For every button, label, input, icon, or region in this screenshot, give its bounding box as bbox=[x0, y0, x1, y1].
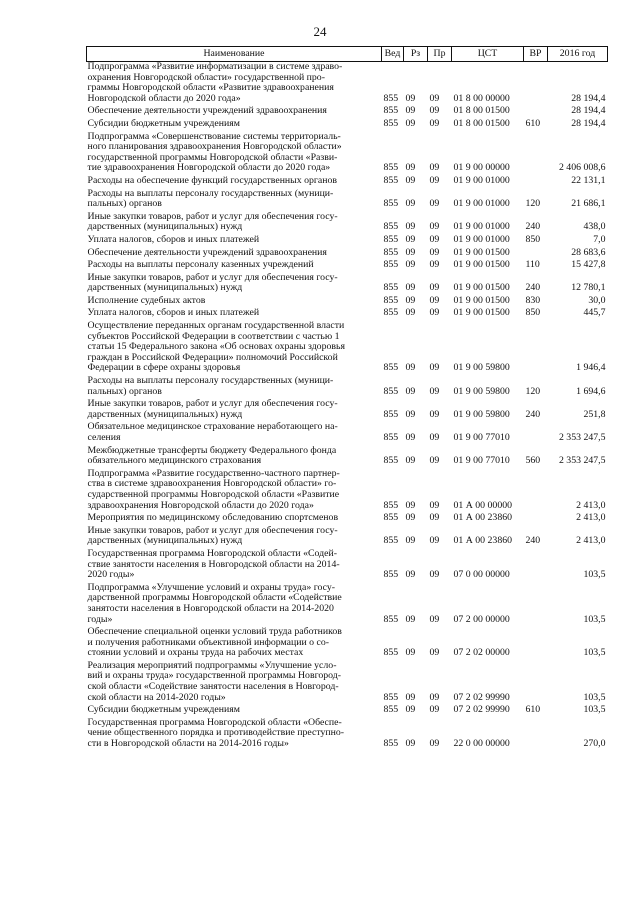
table-row bbox=[87, 399, 608, 422]
cell-ved: 855 bbox=[383, 647, 399, 659]
cell-pr: 09 bbox=[429, 613, 440, 625]
cell-ved: 855 bbox=[383, 432, 399, 443]
cell-vr bbox=[524, 469, 548, 513]
cell-pr: 09 bbox=[429, 294, 440, 306]
cell-amt: 2 413,0 bbox=[576, 512, 606, 524]
cell-cst: 01 8 00 01500 bbox=[453, 117, 510, 129]
cell-rz: 09 bbox=[405, 221, 416, 233]
cell-pr: 09 bbox=[429, 432, 440, 443]
cell-cst: 01 9 00 01000 bbox=[453, 221, 510, 233]
cell-ved: 855 bbox=[383, 512, 399, 524]
cell-vr: 560 bbox=[525, 455, 541, 467]
cell-name: Иные закупки товаров, работ и услуг для обеспечения госу- дарственных (муниципальных) нужд bbox=[87, 210, 338, 233]
cell-name: Осуществление переданных органам государственной власти субъектов Российской Федерации в соответствии с частью 1 статьи 15 Федерального закона «Об основах охраны здоровья граждан в Российской Федерации» полномочий Российской Федерации в сфере охраны здоровья bbox=[87, 320, 345, 374]
cell-ved: 855 bbox=[383, 385, 399, 397]
cell-cst: 01 9 00 01500 bbox=[453, 246, 510, 258]
cell-cst: 01 А 00 23860 bbox=[453, 535, 513, 547]
cell-ved: 855 bbox=[383, 105, 399, 117]
cell-pr: 09 bbox=[429, 246, 440, 258]
cell-cst: 07 0 00 00000 bbox=[453, 569, 510, 581]
cell-vr: 610 bbox=[525, 117, 541, 129]
cell-name: Обеспечение деятельности учреждений здравоохранения bbox=[87, 105, 327, 117]
table-row bbox=[87, 446, 608, 469]
cell-cst: 01 8 00 00000 bbox=[453, 92, 510, 104]
cell-rz: 09 bbox=[405, 92, 416, 104]
cell-cst: 01 А 00 00000 bbox=[453, 499, 513, 511]
cell-amt: 28 683,6 bbox=[571, 246, 606, 258]
cell-name: Иные закупки товаров, работ и услуг для обеспечения госу- дарственных (муниципальных) нужд bbox=[87, 398, 338, 420]
table-row bbox=[87, 627, 608, 661]
table-row bbox=[87, 321, 608, 376]
cell-pr: 09 bbox=[429, 221, 440, 233]
cell-vr bbox=[524, 583, 548, 627]
cell-vr bbox=[524, 422, 548, 445]
cell-pr: 09 bbox=[429, 385, 440, 397]
cell-pr: 09 bbox=[429, 512, 440, 524]
cell-rz: 09 bbox=[405, 408, 416, 420]
cell-rz: 09 bbox=[405, 455, 416, 467]
cell-rz: 09 bbox=[405, 294, 416, 306]
cell-rz: 09 bbox=[405, 162, 416, 174]
cell-rz: 09 bbox=[405, 105, 416, 117]
cell-cst: 01 9 00 77010 bbox=[453, 432, 510, 443]
cell-ved: 855 bbox=[383, 455, 399, 467]
cell-vr bbox=[524, 549, 548, 583]
cell-name: Обязательное медицинское страхование неработающего на- селения bbox=[87, 421, 338, 443]
table-header bbox=[87, 47, 608, 62]
cell-cst: 01 А 00 23860 bbox=[453, 512, 513, 524]
table-row bbox=[87, 212, 608, 235]
cell-rz: 09 bbox=[405, 259, 416, 271]
budget-table bbox=[86, 46, 608, 752]
cell-amt: 2 353 247,5 bbox=[558, 455, 606, 467]
cell-cst: 01 9 00 01000 bbox=[453, 174, 510, 186]
cell-cst: 01 9 00 01500 bbox=[453, 282, 510, 294]
cell-amt: 2 406 008,6 bbox=[558, 162, 606, 174]
cell-pr: 09 bbox=[429, 162, 440, 174]
cell-rz: 09 bbox=[405, 174, 416, 186]
cell-ved: 855 bbox=[383, 198, 399, 210]
cell-amt: 103,5 bbox=[583, 569, 606, 581]
table-row bbox=[87, 549, 608, 583]
cell-amt: 12 780,1 bbox=[571, 282, 606, 294]
cell-vr: 240 bbox=[525, 408, 541, 420]
cell-rz: 09 bbox=[405, 691, 416, 703]
cell-vr: 120 bbox=[525, 198, 541, 210]
cell-ved: 855 bbox=[383, 282, 399, 294]
cell-rz: 09 bbox=[405, 233, 416, 245]
cell-ved: 855 bbox=[383, 162, 399, 174]
cell-name: Государственная программа Новгородской области «Обеспе- чение общественного порядка и противодействие преступно- сти в Новгородской области на 2014-2016 годы» bbox=[87, 716, 345, 750]
cell-cst: 01 9 00 59800 bbox=[453, 385, 510, 397]
cell-ved: 855 bbox=[383, 92, 399, 104]
cell-amt: 30,0 bbox=[588, 294, 606, 306]
cell-ved: 855 bbox=[383, 535, 399, 547]
cell-ved: 855 bbox=[383, 259, 399, 271]
table-row bbox=[87, 526, 608, 549]
table-row bbox=[87, 583, 608, 627]
table-row bbox=[87, 469, 608, 513]
cell-name: Уплата налогов, сборов и иных платежей bbox=[87, 307, 260, 319]
cell-vr bbox=[524, 62, 548, 107]
cell-pr: 09 bbox=[429, 174, 440, 186]
cell-name: Обеспечение специальной оценки условий труда работников и получения работниками объективной информации о со- стоянии условий и охраны труда на рабочих местах bbox=[87, 626, 342, 659]
cell-name: Расходы на обеспечение функций государственных органов bbox=[87, 174, 338, 186]
cell-pr: 09 bbox=[429, 738, 440, 750]
cell-amt: 28 194,4 bbox=[571, 105, 606, 117]
header-rz: Рз bbox=[404, 47, 428, 62]
cell-amt: 7,0 bbox=[593, 233, 606, 245]
cell-ved: 855 bbox=[383, 613, 399, 625]
cell-cst: 01 9 00 00000 bbox=[453, 162, 510, 174]
cell-rz: 09 bbox=[405, 738, 416, 750]
cell-pr: 09 bbox=[429, 408, 440, 420]
cell-name: Субсидии бюджетным учреждениям bbox=[87, 704, 240, 716]
header-vr: ВР bbox=[524, 47, 548, 62]
header-ved: Вед bbox=[382, 47, 404, 62]
header-year: 2016 год bbox=[548, 47, 608, 62]
table-row bbox=[87, 176, 608, 189]
cell-amt: 28 194,4 bbox=[571, 92, 606, 104]
cell-ved: 855 bbox=[383, 174, 399, 186]
cell-amt: 21 686,1 bbox=[571, 198, 606, 210]
cell-vr bbox=[524, 513, 548, 526]
cell-vr: 120 bbox=[525, 385, 541, 397]
cell-name: Подпрограмма «Развитие государственно-частного партнер- ства в системе здравоохранения Новгородской области» го- сударственной программы Новгородской области «Развитие здравоохранения Новгородской области до 2020 года» bbox=[87, 467, 340, 511]
table-row bbox=[87, 260, 608, 273]
cell-ved: 855 bbox=[383, 294, 399, 306]
table-row bbox=[87, 273, 608, 296]
cell-ved: 855 bbox=[383, 408, 399, 420]
cell-ved: 855 bbox=[383, 738, 399, 750]
table-row bbox=[87, 705, 608, 718]
cell-ved: 855 bbox=[383, 362, 399, 374]
cell-rz: 09 bbox=[405, 198, 416, 210]
cell-amt: 28 194,4 bbox=[571, 117, 606, 129]
cell-name: Государственная программа Новгородской области «Содей- ствие занятости населения в Новгородской области на 2014- 2020 годы» bbox=[87, 547, 340, 581]
table-row bbox=[87, 422, 608, 445]
cell-rz: 09 bbox=[405, 499, 416, 511]
cell-pr: 09 bbox=[429, 92, 440, 104]
cell-cst: 07 2 02 00000 bbox=[453, 647, 510, 659]
cell-vr bbox=[524, 718, 548, 752]
cell-ved: 855 bbox=[383, 499, 399, 511]
cell-amt: 2 353 247,5 bbox=[558, 432, 606, 443]
cell-ved: 855 bbox=[383, 221, 399, 233]
cell-vr bbox=[524, 627, 548, 661]
page-number: 24 bbox=[313, 24, 327, 39]
cell-name: Иные закупки товаров, работ и услуг для обеспечения госу- дарственных (муниципальных) нужд bbox=[87, 524, 338, 547]
cell-ved: 855 bbox=[383, 233, 399, 245]
cell-rz: 09 bbox=[405, 246, 416, 258]
cell-cst: 01 9 00 01000 bbox=[453, 198, 510, 210]
cell-cst: 22 0 00 00000 bbox=[453, 738, 510, 750]
cell-pr: 09 bbox=[429, 691, 440, 703]
cell-pr: 09 bbox=[429, 198, 440, 210]
table-row bbox=[87, 235, 608, 248]
cell-amt: 2 413,0 bbox=[576, 499, 606, 511]
cell-amt: 22 131,1 bbox=[571, 174, 606, 186]
cell-amt: 1 946,4 bbox=[576, 362, 606, 374]
cell-cst: 01 9 00 59800 bbox=[453, 408, 510, 420]
cell-name: Расходы на выплаты персоналу государственных (муници- пальных) органов bbox=[87, 375, 334, 397]
cell-cst: 07 2 02 99990 bbox=[453, 704, 510, 716]
cell-vr bbox=[524, 132, 548, 176]
cell-vr: 850 bbox=[525, 233, 541, 245]
cell-rz: 09 bbox=[405, 432, 416, 443]
cell-ved: 855 bbox=[383, 704, 399, 716]
cell-amt: 15 427,8 bbox=[571, 259, 606, 271]
table-row bbox=[87, 718, 608, 752]
cell-pr: 09 bbox=[429, 455, 440, 467]
cell-cst: 01 9 00 01500 bbox=[453, 259, 510, 271]
header-name: Наименование bbox=[87, 47, 382, 62]
cell-pr: 09 bbox=[429, 307, 440, 319]
cell-pr: 09 bbox=[429, 499, 440, 511]
cell-name: Субсидии бюджетным учреждениям bbox=[87, 117, 240, 129]
cell-ved: 855 bbox=[383, 117, 399, 129]
cell-name: Мероприятия по медицинскому обследованию спортсменов bbox=[87, 512, 339, 524]
cell-pr: 09 bbox=[429, 233, 440, 245]
cell-name: Подпрограмма «Развитие информатизации в системе здраво- охранения Новгородской области» государственной про- граммы Новгородской области «Развитие здравоохранения Новгородской области до 2020 года» bbox=[87, 61, 343, 104]
cell-rz: 09 bbox=[405, 535, 416, 547]
cell-rz: 09 bbox=[405, 362, 416, 374]
cell-amt: 103,5 bbox=[583, 613, 606, 625]
cell-vr: 240 bbox=[525, 535, 541, 547]
cell-rz: 09 bbox=[405, 117, 416, 129]
cell-amt: 103,5 bbox=[583, 691, 606, 703]
cell-amt: 270,0 bbox=[583, 738, 606, 750]
cell-name: Подпрограмма «Улучшение условий и охраны труда» госу- дарственной программы Новгородской области «Содействие занятости населения в Новгородской области на 2014-2020 годы» bbox=[87, 581, 342, 625]
cell-name: Подпрограмма «Совершенствование системы территориаль- ного планирования здравоохранения Новгородской области» государственной программы Новгородской области «Разви- тие здравоохранения Новгородской области до 2020 года» bbox=[87, 130, 342, 174]
cell-rz: 09 bbox=[405, 647, 416, 659]
cell-amt: 1 694,6 bbox=[576, 385, 606, 397]
cell-cst: 01 8 00 01500 bbox=[453, 105, 510, 117]
cell-name: Исполнение судебных актов bbox=[87, 294, 206, 306]
cell-cst: 01 9 00 01000 bbox=[453, 233, 510, 245]
cell-vr: 610 bbox=[525, 704, 541, 716]
cell-rz: 09 bbox=[405, 704, 416, 716]
cell-pr: 09 bbox=[429, 569, 440, 581]
cell-vr: 830 bbox=[525, 294, 541, 306]
table-body bbox=[87, 62, 608, 752]
header-cst: ЦСТ bbox=[452, 47, 524, 62]
cell-rz: 09 bbox=[405, 385, 416, 397]
cell-pr: 09 bbox=[429, 105, 440, 117]
cell-rz: 09 bbox=[405, 282, 416, 294]
cell-name: Межбюджетные трансферты бюджету Федерального фонда обязательного медицинского страхования bbox=[87, 444, 337, 467]
table-row bbox=[87, 661, 608, 705]
cell-name: Расходы на выплаты персоналу казенных учреждений bbox=[87, 259, 314, 271]
cell-pr: 09 bbox=[429, 704, 440, 716]
cell-cst: 07 2 02 99990 bbox=[453, 691, 510, 703]
cell-vr bbox=[524, 176, 548, 189]
table-row bbox=[87, 62, 608, 107]
table-row bbox=[87, 119, 608, 132]
table-row bbox=[87, 513, 608, 526]
cell-cst: 07 2 00 00000 bbox=[453, 613, 510, 625]
cell-name: Реализация мероприятий подпрограммы «Улучшение усло- вий и охраны труда» государственной программы Новгород- ской области «Содействие занятости населения в Новгород- ской области на 2014-2020 годы» bbox=[87, 659, 341, 703]
table-row bbox=[87, 376, 608, 399]
cell-vr: 110 bbox=[525, 259, 540, 271]
cell-vr: 240 bbox=[525, 221, 541, 233]
cell-name: Расходы на выплаты персоналу государственных (муници- пальных) органов bbox=[87, 187, 334, 210]
cell-vr: 240 bbox=[525, 282, 541, 294]
cell-ved: 855 bbox=[383, 691, 399, 703]
cell-cst: 01 9 00 01500 bbox=[453, 307, 510, 319]
cell-amt: 438,0 bbox=[583, 221, 606, 233]
cell-name: Уплата налогов, сборов и иных платежей bbox=[87, 233, 260, 245]
cell-amt: 445,7 bbox=[583, 307, 606, 319]
cell-rz: 09 bbox=[405, 613, 416, 625]
cell-amt: 103,5 bbox=[583, 647, 606, 659]
cell-amt: 2 413,0 bbox=[576, 535, 606, 547]
cell-name: Иные закупки товаров, работ и услуг для обеспечения госу- дарственных (муниципальных) нужд bbox=[87, 271, 338, 294]
cell-ved: 855 bbox=[383, 569, 399, 581]
cell-vr bbox=[524, 321, 548, 376]
cell-name: Обеспечение деятельности учреждений здравоохранения bbox=[87, 246, 327, 258]
cell-cst: 01 9 00 59800 bbox=[453, 362, 510, 374]
cell-pr: 09 bbox=[429, 647, 440, 659]
header-pr: Пр bbox=[428, 47, 452, 62]
cell-cst: 01 9 00 77010 bbox=[453, 455, 510, 467]
cell-rz: 09 bbox=[405, 307, 416, 319]
cell-pr: 09 bbox=[429, 362, 440, 374]
cell-ved: 855 bbox=[383, 246, 399, 258]
cell-pr: 09 bbox=[429, 282, 440, 294]
cell-ved: 855 bbox=[383, 307, 399, 319]
cell-amt: 251,8 bbox=[583, 408, 606, 420]
cell-amt: 103,5 bbox=[583, 704, 606, 716]
cell-pr: 09 bbox=[429, 117, 440, 129]
cell-vr: 850 bbox=[525, 307, 541, 319]
table-row bbox=[87, 189, 608, 212]
cell-vr bbox=[524, 661, 548, 705]
cell-pr: 09 bbox=[429, 535, 440, 547]
cell-rz: 09 bbox=[405, 512, 416, 524]
cell-pr: 09 bbox=[429, 259, 440, 271]
table-row bbox=[87, 132, 608, 176]
cell-cst: 01 9 00 01500 bbox=[453, 294, 510, 306]
cell-rz: 09 bbox=[405, 569, 416, 581]
